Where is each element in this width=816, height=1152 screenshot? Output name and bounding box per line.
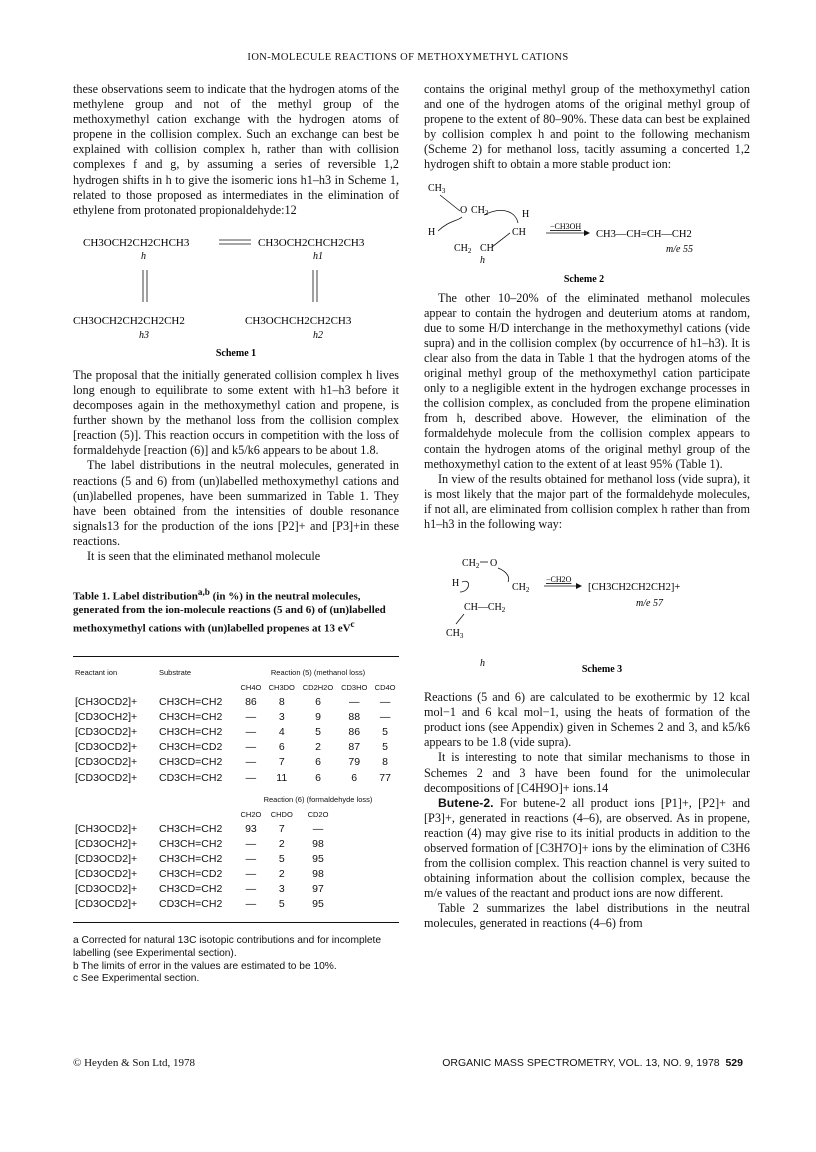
table-cell: 3 — [278, 711, 285, 724]
paragraph: It is seen that the eliminated methanol molecule — [87, 548, 321, 563]
table-cell: 5 — [382, 741, 388, 754]
table-cell: — — [245, 756, 257, 769]
table-1 — [73, 656, 399, 924]
table-cell: CHDO — [270, 809, 293, 819]
table-cell: CH3DO — [268, 682, 295, 692]
table-cell: — — [245, 853, 257, 865]
label-table — [73, 657, 399, 913]
paragraph: In view of the results obtained for methanol loss (vide supra), it is most likely that the major part of the formaldehyde molecules, if not all, are eliminated from collision complex h rather than from h1–h3 in the following way: — [424, 471, 750, 531]
svg-text:H: H — [522, 208, 530, 220]
paragraph: The label distributions in the neutral molecules, generated in reactions (5 and 6) from (un)labelled methoxymethyl cations and (un)labelled propenes, have been summarized in Table 1. They have been obtained from the intensities of double resonance signals13 for the production of the ions [P2]+ and [P3]+in these reactions. — [73, 458, 399, 548]
scheme-3-drawing — [424, 556, 750, 682]
scheme-1-drawing — [73, 232, 399, 358]
scheme1-species-a: CH3OCH2CH2CHCH3 — [83, 236, 190, 249]
group-header: Reaction (6) (formaldehyde loss) — [263, 794, 373, 804]
table-cell: [CH3OCD2]+ — [75, 822, 138, 835]
footnote-b: b The limits of error in the values are estimated to be 10%. — [73, 960, 337, 972]
scheme-3 — [424, 556, 750, 682]
table-cell: CH3CD=CH2 — [159, 756, 223, 769]
scheme3-caption: Scheme 3 — [581, 664, 623, 676]
right-column — [424, 82, 750, 932]
table-cell: 6 — [315, 696, 321, 709]
table-cell: [CD3OCD2]+ — [75, 756, 138, 769]
table-cell: [CD3OCD2]+ — [75, 741, 138, 754]
left-column — [73, 82, 399, 986]
table-cell: — — [245, 837, 257, 850]
table-cell: CH3CH=CH2 — [159, 726, 223, 739]
table-cell: 6 — [278, 741, 285, 754]
scheme1-label-b: h1 — [313, 250, 323, 262]
svg-text:O: O — [490, 558, 498, 570]
table-row — [73, 755, 399, 770]
table-cell: [CD3OCD2]+ — [75, 898, 138, 911]
table-cell: 5 — [382, 726, 388, 739]
table-cell: 7 — [278, 756, 285, 769]
paragraph: It is interesting to note that similar mechanisms to those in Schemes 2 and 3 have been found for the unimolecular decompositions of [C4H9O]+ ions.14 — [424, 750, 750, 795]
scheme1-species-d: CH3OCHCH2CH2CH3 — [245, 314, 352, 327]
scheme3-product: [CH3CH2CH2CH2]+ — [588, 582, 681, 594]
table-cell: CH3CH=CH2 — [159, 696, 223, 709]
scheme2-mass: m/e 55 — [666, 243, 693, 255]
table-header-row — [73, 657, 399, 680]
table-cell: 3 — [278, 883, 285, 896]
scheme1-label-c: h3 — [139, 329, 149, 341]
table-cell: CH3CH=CH2 — [159, 822, 223, 835]
footnote-a: a Corrected for natural 13C isotopic contributions and for incomplete labelling (see Experimental section). — [73, 935, 382, 959]
table-row — [73, 852, 399, 867]
scheme2-reagent: −CH3OH — [550, 221, 582, 231]
table-cell: 5 — [278, 898, 285, 911]
scheme2-label: h — [480, 254, 485, 266]
scheme1-label-d: h2 — [313, 329, 323, 341]
table-cell: — — [379, 711, 391, 724]
table-cell: — — [245, 771, 257, 784]
table-cell: 77 — [379, 771, 391, 784]
svg-text:CH3: $CH_3$ — [428, 182, 446, 195]
paragraph: contains the original methyl group of the methoxymethyl cation and one of the hydrogen atoms of the original methyl group of propene to the extent of 80–90%. These data can best be explained by collision complex h and point to the following mechanism (Scheme 2) for methanol loss, tacitly assuming a concerted 1,2 hydrogen shift to obtain a more stable product ion: — [424, 82, 750, 172]
table-cell: CD2H2O — [302, 682, 334, 692]
scheme1-caption: Scheme 1 — [215, 347, 257, 358]
page-number: 529 — [725, 1057, 743, 1069]
svg-text:CH: CH — [480, 242, 494, 254]
svg-text:CH3: $CH_3$ — [446, 628, 464, 641]
table-cell: CD4O — [374, 682, 396, 692]
table-cell: 4 — [278, 726, 285, 739]
scheme3-reagent: −CH2O — [546, 575, 572, 585]
table-cell: 6 — [351, 771, 358, 784]
footer-copyright: © Heyden & Son Ltd, 1978 — [73, 1057, 196, 1069]
table-cell: — — [245, 726, 257, 739]
table-cell: CD3HO — [341, 682, 368, 692]
table-cell: — — [348, 696, 360, 709]
table-cell: — — [245, 898, 257, 911]
table-row — [73, 897, 399, 912]
table-cell: CH3CH=CH2 — [159, 853, 223, 865]
svg-text:O: O — [460, 204, 468, 216]
section-heading: Butene-2. — [438, 795, 494, 810]
table-row — [73, 695, 399, 710]
table-cell: 87 — [348, 741, 361, 754]
scheme3-mass: m/e 57 — [636, 598, 663, 610]
table-cell: CD3CH=CH2 — [159, 898, 223, 911]
paragraph: Table 2 summarizes the label distributions in the neutral molecules, generated in reactions (4–6) from — [424, 901, 750, 931]
table-1-title: Table 1. Label distribution$^{a,b}$ (in %) in the neutral molecules, generated from the ion-molecule reactions (5 and 6) of (un)labelled methoxymethyl cations with (un)labelled propenes at 13 $eV^c$ — [73, 587, 386, 635]
table-cell: 97 — [312, 883, 324, 896]
scheme1-species-c: CH3OCH2CH2CH2CH2 — [73, 314, 185, 327]
table-cell: CH3CH=CH2 — [159, 711, 223, 724]
svg-text:CH2: $CH_2$ — [471, 204, 489, 217]
group2-columns — [73, 807, 399, 822]
table-cell: — — [312, 822, 324, 835]
group2-rows — [73, 822, 399, 913]
table-cell: 86 — [348, 726, 361, 739]
table-cell: — — [379, 696, 391, 709]
table-row — [73, 867, 399, 882]
table-cell: 7 — [278, 822, 285, 835]
paragraph: The other 10–20% of the eliminated methanol molecules appear to contain the hydrogen and deuterium atoms at random, due to some H/D interchange in the methoxymethyl cations (vide supra) and in the collision complex (by occurrence of h1–h3). It is clear also from the data in Table 1 that the hydrogen atoms of the original methyl group of the methoxymethyl cation participate only to a negligible extent in the hydrogen exchange processes in the collision complex, as concluded from the propene elimination from h, described above. However, the elimination of the formaldehyde molecule from the collision complex appears to contain the hydrogen atoms of the original methyl group of the methoxymethyl cation to the extent of at least 95% (Table 1). — [424, 290, 750, 471]
svg-text:H: H — [428, 226, 436, 238]
table-cell: CD2O — [307, 809, 329, 819]
footer-journal: ORGANIC MASS SPECTROMETRY, VOL. 13, NO. 9, 1978 529 — [442, 1057, 743, 1069]
table-row — [73, 710, 399, 725]
table-cell: [CD3OCD2]+ — [75, 726, 138, 739]
svg-text:H: H — [452, 578, 460, 590]
col-header: Substrate — [159, 667, 192, 677]
svg-text:CH—CH2: $CH—CH_2$ — [464, 602, 506, 615]
table-footnotes — [73, 935, 399, 985]
scheme2-product: CH3—CH=CH—CH2 — [596, 228, 692, 240]
scheme-2 — [424, 177, 750, 289]
table-cell: 98 — [312, 868, 324, 881]
scheme-2-drawing — [424, 177, 750, 289]
table-cell: 86 — [245, 696, 257, 709]
table-cell: 93 — [245, 822, 257, 835]
table-cell: [CD3OCD2]+ — [75, 883, 138, 896]
scheme1-species-b: CH3OCH2CHCH2CH3 — [258, 236, 365, 249]
table-row — [73, 740, 399, 755]
table-row — [73, 771, 399, 786]
table-header-row — [73, 786, 399, 807]
table-cell: [CD3OCD2]+ — [75, 853, 138, 865]
group1-columns — [73, 680, 399, 695]
scheme-1 — [73, 232, 399, 358]
footnote-c: c See Experimental section. — [73, 973, 200, 985]
table-row — [73, 837, 399, 852]
paragraph: Reactions (5 and 6) are calculated to be exothermic by 12 kcal mol−1 and 6 kcal mol−1, using the heats of formation of the product ions (see Appendix) given in Schemes 2 and 3, and k5/k6 appears to be 1.8 (vide supra). — [424, 690, 750, 750]
table-cell: 79 — [348, 756, 361, 769]
table-cell: 8 — [382, 756, 388, 769]
scheme3-label: h — [480, 658, 485, 670]
table-cell: CH3CH=CH2 — [159, 837, 223, 850]
running-header: ION-MOLECULE REACTIONS OF METHOXYMETHYL CATIONS — [247, 52, 569, 63]
svg-text:CH: CH — [512, 226, 526, 238]
table-cell: [CD3OCH2]+ — [75, 711, 138, 724]
table-cell: 11 — [276, 771, 288, 784]
table-cell: 88 — [348, 711, 361, 724]
table-cell: [CD3OCD2]+ — [75, 771, 138, 784]
table-row — [73, 882, 399, 897]
table-cell: CD3CH=CH2 — [159, 771, 223, 784]
col-header: Reactant ion — [75, 667, 118, 677]
paragraph: Butene-2. For butene-2 all product ions [P1]+, [P2]+ and [P3]+, generated in reactions (4–6), are observed. As in propene, reaction (4) may give rise to its initial products in addition to the observed formation of [C3H7O]+ ions by the elimination of C3H6 from the collision complex. This reaction channel is very suited to obtaining information about the collision complex, because the m/e values of the reactant and product ions are now different. — [424, 795, 750, 901]
table-cell: 2 — [278, 868, 285, 881]
table-cell: 6 — [315, 756, 321, 769]
table-cell: 9 — [315, 711, 321, 724]
column-labels — [73, 807, 399, 822]
table-cell: — — [245, 741, 257, 754]
paragraph: these observations seem to indicate that the hydrogen atoms of the methylene group and not of the methyl group of the methoxymethyl cation exchange with the hydrogen atoms of propene in the collision complex. Such an exchange can best be explained with collision complex h, rather than with collision complexes f and g, by assuming a series of reversible 1,2 hydrogen shifts in h to give the isomeric ions h1–h3 in Scheme 1, related to those proposed as intermediates in the elimination of ethylene from protonated propionaldehyde:12 — [73, 82, 399, 217]
table-cell: 95 — [312, 898, 324, 911]
table-cell: CH3CH=CD2 — [159, 741, 223, 754]
scheme2-caption: Scheme 2 — [563, 273, 605, 285]
table-row — [73, 822, 399, 837]
table-cell: [CD3OCD2]+ — [75, 868, 138, 881]
table-cell: CH4O — [240, 682, 262, 692]
table-cell: 2 — [315, 741, 321, 754]
group-header: Reaction (5) (methanol loss) — [270, 667, 366, 677]
svg-text:CH2: $CH_2$ — [512, 582, 530, 595]
table-cell: 5 — [278, 853, 285, 865]
column-labels — [73, 680, 399, 695]
table-cell: — — [245, 711, 257, 724]
scheme1-label-a: h — [141, 250, 146, 262]
table-cell: — — [245, 883, 257, 896]
group1-rows — [73, 695, 399, 786]
table-cell: 6 — [315, 771, 321, 784]
table-row — [73, 725, 399, 740]
table-cell: 2 — [278, 837, 285, 850]
table-cell: [CD3OCH2]+ — [75, 837, 138, 850]
table-cell: CH2O — [240, 809, 262, 819]
paragraph: The proposal that the initially generated collision complex h lives long enough to equilibrate to some extent with h1–h3 before it decomposes again in the methoxymethyl cation and propene, is further shown by the methanol loss from the collision complex [reaction (5)]. This reaction occurs in competition with the loss of formaldehyde [reaction (6)] and k5/k6 appears to be about 1.8. — [73, 367, 399, 458]
table-cell: — — [245, 868, 257, 881]
table-cell: 5 — [315, 726, 321, 739]
table-cell: CH3CH=CD2 — [159, 868, 223, 881]
table-cell: 95 — [312, 853, 324, 865]
table-cell: CH3CD=CH2 — [159, 883, 223, 896]
table-cell: 98 — [312, 837, 324, 850]
svg-text:CH2: $CH_2$ — [462, 558, 480, 571]
table-cell: [CH3OCD2]+ — [75, 696, 138, 709]
svg-text:CH2: $CH_2$ — [454, 242, 472, 255]
table-cell: 8 — [278, 696, 285, 709]
